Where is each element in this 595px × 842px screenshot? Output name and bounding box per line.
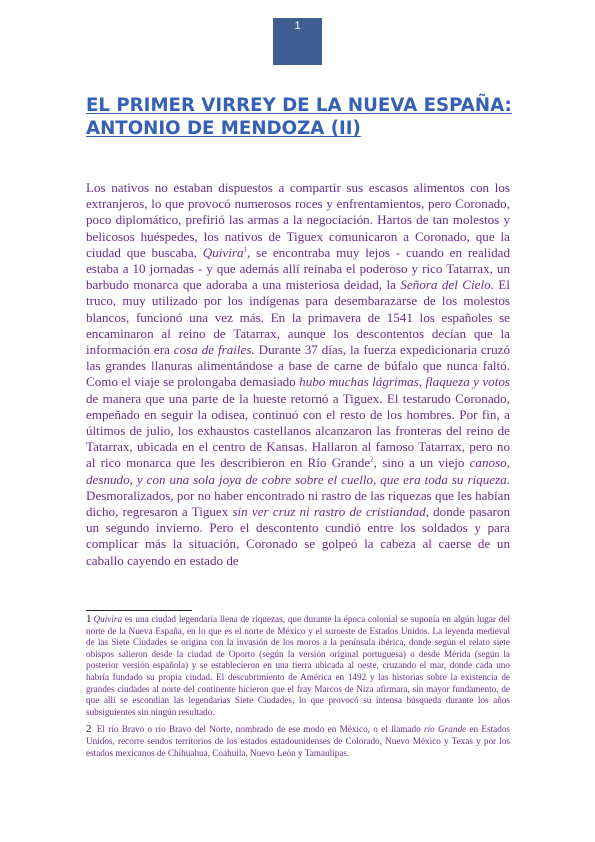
body-italic-segment: Quivira	[202, 244, 244, 260]
footnote-ref-2[interactable]: 2	[370, 456, 374, 465]
footnote-text: El río Bravo o río Bravo del Norte, nombrado de ese modo en México, o el llamado	[93, 724, 425, 735]
body-italic-segment: hubo muchas lágrimas, flaqueza y votos	[299, 374, 511, 390]
footnote-text: es una ciudad legendaria llena de riquezas, que durante la época colonial se suponía en algún lugar del norte de la Nueva España, en lo que es el norte de México y el suroeste de Estados Unidos. La leyenda medieval de las Siete Ciudades se origina con la invasión de los moros a la península ibérica, donde según el relato siete obispos salieron desde la ciudad de Oporto (según la versión original portuguesa) o desde Mérida (según la posterior versión española) y se establecieron en una tierra ubicada al oeste, cruzando el mar, donde cada uno habría fundado su propia ciudad. El descubrimiento de América en 1492 y las historias sobre la existencia de grandes ciudades al norte del continente hicieron que el fray Marcos de Niza afirmara, sin mayor fundamento, de que allí se escondían las legendarias Siete Ciudades, lo que provocó su intensa búsqueda durante los años subsiguientes sin ningún resultado.	[86, 614, 510, 717]
page-title: EL PRIMER VIRREY DE LA NUEVA ESPAÑA: ANTONIO DE MENDOZA (II)	[86, 95, 512, 139]
footnote-italic: río Grande	[424, 724, 467, 735]
footnote-italic: Quivira	[93, 614, 123, 624]
article-body	[86, 180, 510, 569]
footnote-1	[86, 614, 510, 718]
body-text-segment: , se encontraba muy lejos - cuando en realidad estaba a 10 jornadas - y que además allí reinaba el poderoso y rico Tatarrax, un barbudo monarca que adoraba a una misteriosa deidad, la	[86, 244, 510, 293]
page-number-badge	[273, 18, 322, 65]
footnote-ref-1[interactable]: 1	[243, 245, 247, 254]
body-italic-segment: canoso, desnudo, y con una sola joya de cobre sobre el cuello, que era toda su riqueza.	[86, 455, 510, 487]
body-paragraph	[86, 180, 510, 569]
footnote-text: en Estados Unidos, recorre sendos territorios de los estados estadounidenses de Colorado, Nuevo México y Texas y por los estados mexicanos de Chihuahua, Coahuila, Nuevo León y Tamaulipas.	[86, 724, 510, 758]
body-text-segment: . El truco, muy utilizado por los indígenas para desembarazarse de los molestos blancos, funcionó una vez más. En la primavera de 1541 los españoles se encaminaron al reino de Tatarrax, aunque los descontentos decían que la información era	[86, 277, 510, 358]
body-text-segment: Los nativos no estaban dispuestos a compartir sus escasos alimentos con los extranjeros, lo que provocó numerosos roces y enfrentamientos, pero Coronado, poco diplomático, prefirió las armas a la negociación. Hartos de tan molestos y belicosos huéspedes, los nativos de Tiguex comunicaron a Coronado, que la ciudad que buscaba,	[86, 180, 510, 260]
body-italic-segment: cosa de frailes.	[173, 342, 255, 358]
body-text-segment: de manera que una parte de la hueste retornó a Tiguex. El testarudo Coronado, empeñado en seguir la odisea, continuó con el resto de los hombres. Por fin, a últimos de julio, los exhaustos castellanos alcanzaron las fronteras del reino de Tatarrax, ubicada en el centro de Kansas. Hallaron al famoso Tatarrax, pero no al rico monarca que les describieron en Río Grande	[86, 390, 510, 471]
footnote-2	[86, 724, 510, 759]
body-italic-segment: sin ver cruz ni rastro de cristiandad	[232, 504, 426, 520]
body-italic-segment: Señora del Cielo	[400, 277, 491, 293]
body-text-segment: Durante 37 días, la fuerza expedicionaria cruzó las grandes llanuras alimentándose a base de carne de búfalo que nunca faltó. Como el viaje se prolongaba demasiado	[86, 342, 510, 390]
footnotes-section	[86, 614, 510, 765]
body-text-segment: , donde pasaron un segundo invierno. Pero el descontento cundió entre los soldados y para complicar más la situación, Coronado se golpeó la cabeza al caerse de un caballo cayendo en estado de	[86, 504, 510, 568]
footnote-number: 2	[86, 723, 92, 736]
page-number: 1	[294, 20, 301, 32]
body-text-segment: Desmoralizados, por no haber encontrado ni rastro de las riquezas que les habían dicho, regresaron a Tiguex	[86, 487, 510, 520]
body-text-segment: , sino a un viejo	[373, 455, 470, 471]
footnote-number: 1	[86, 613, 92, 625]
footnote-separator	[86, 610, 192, 611]
